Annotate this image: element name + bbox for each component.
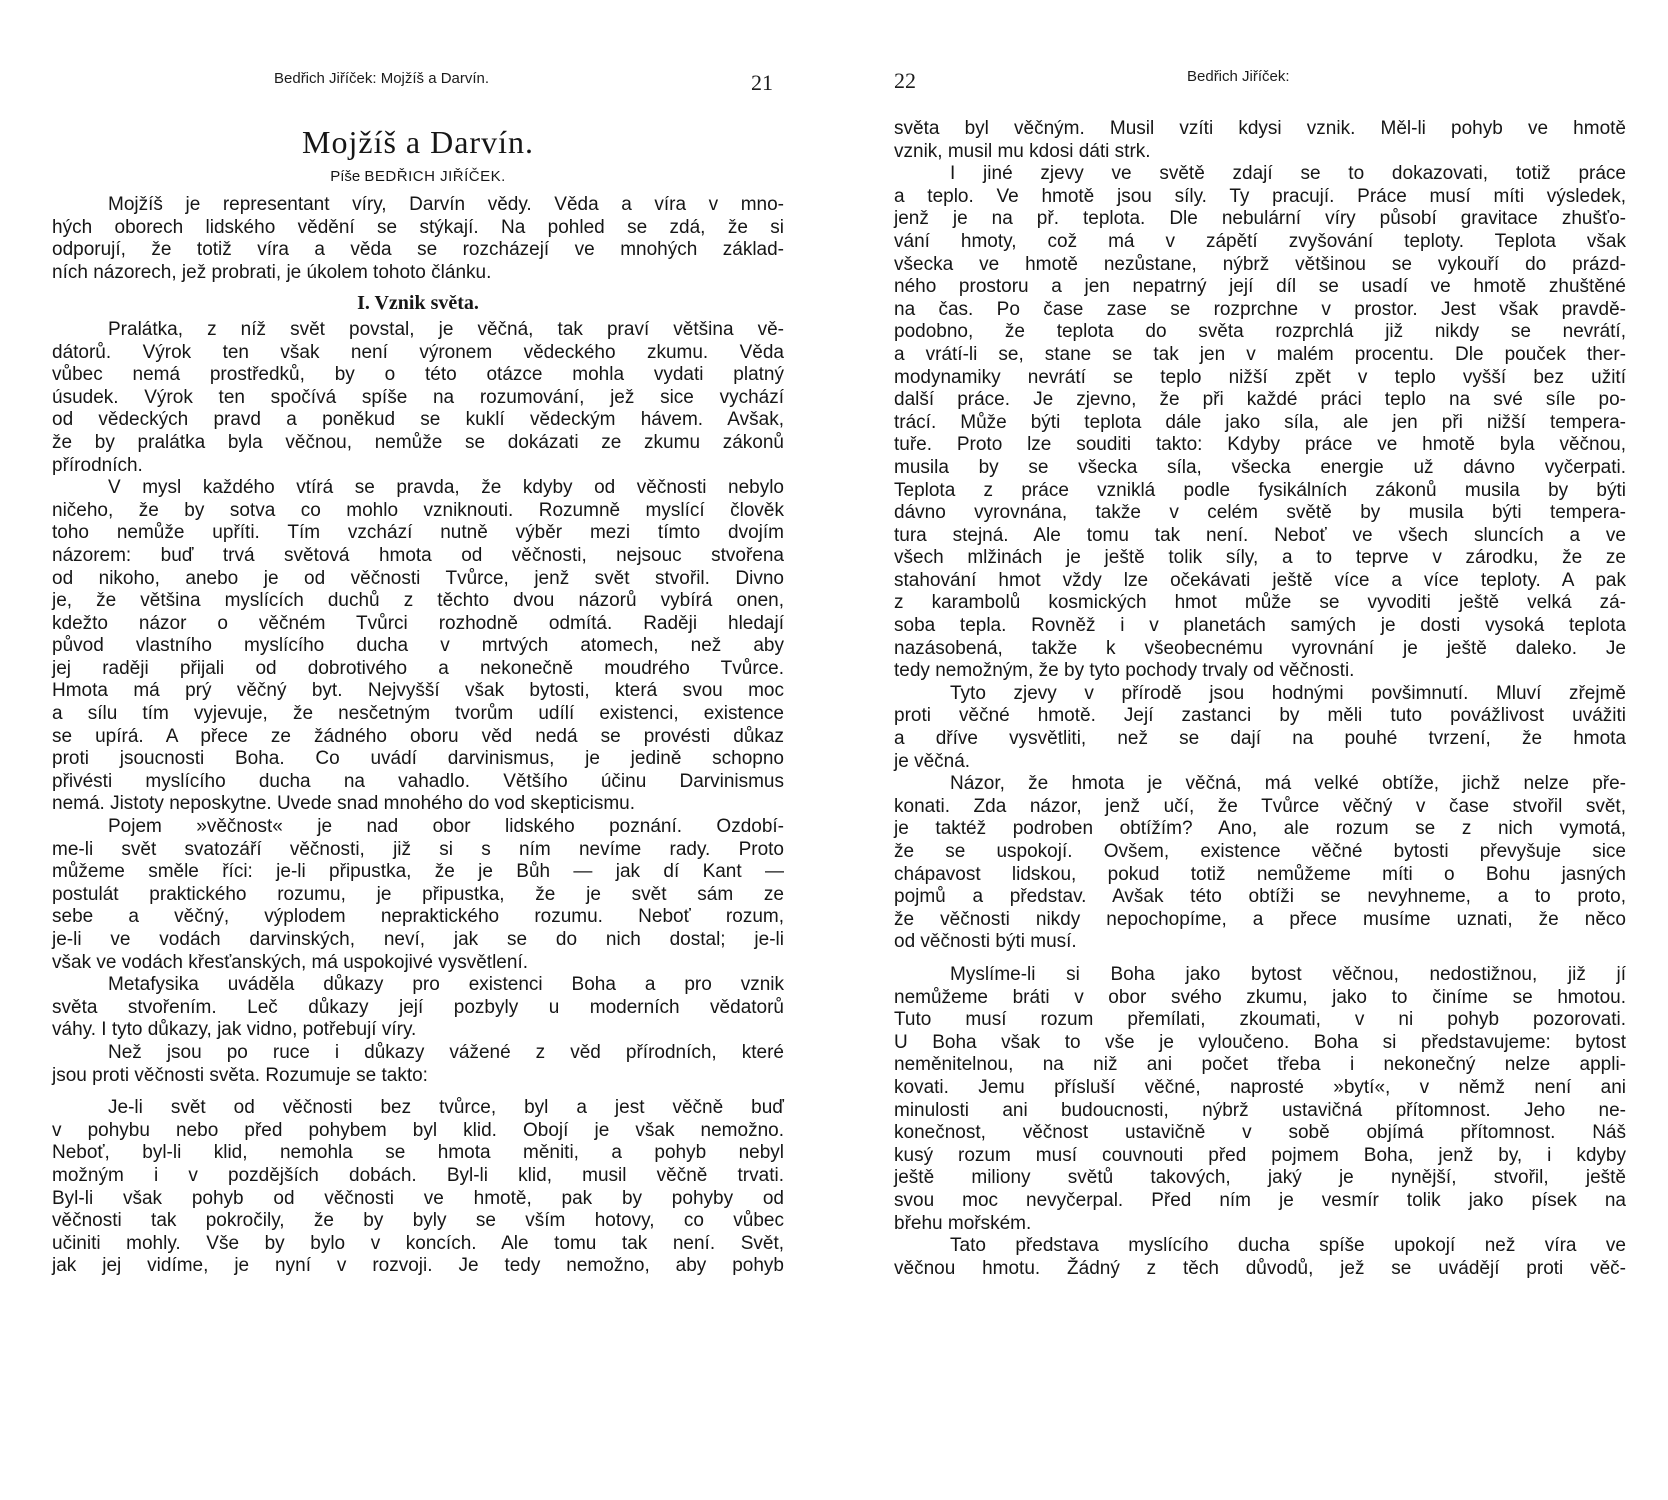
text-line: názorem: buď trvá světová hmota od věčnosti, nejsouc stvořena [52, 544, 784, 566]
text-line: a vrátí-li se, stane se tak jen v malém procentu. Dle pouček ther- [894, 343, 1626, 365]
text-line: světa byl věčným. Musil vzíti kdysi vznik. Měl-li pohyb ve hmotě [894, 118, 1626, 139]
text-line: a dříve vysvětliti, než se dají na pouhé tvrzení, že hmota [894, 728, 1626, 750]
text-line: věčnosti tak pokročily, že by byly se vším hotovy, co vůbec [52, 1210, 784, 1232]
text-line: další práce. Je zjevno, že při každé práci teplo na své síle po- [894, 389, 1626, 411]
text-line: pojmů a představ. Avšak této obtíži se nevyhneme, a to proto, [894, 886, 1626, 908]
paragraph [52, 194, 784, 284]
text-line: odporují, že totiž víra a věda se rozcházejí ve mnohých základ- [52, 239, 784, 261]
text-line: že věčnosti nikdy nepochopíme, a přece musíme uznati, že něco [894, 908, 1626, 930]
text-line: můžeme směle říci: je-li připustka, že je Bůh — jak dí Kant — [52, 861, 784, 883]
text-line: všecka ve hmotě nezůstane, nýbrž většinou se vykouří do prázd- [894, 253, 1626, 275]
text-line: Tato představa myslícího ducha spíše upokojí než víra ve [950, 1235, 1626, 1257]
text-line: nazásobená, takže k všeobecnému vyrovnání je ještě daleko. Je [894, 637, 1626, 659]
text-line: podobno, že teplota do světa rozprchlá již nikdy se nevrátí, [894, 321, 1626, 343]
right-running-head: Bedřich Jiříček: [1187, 68, 1290, 85]
text-line: me-li svět svatozáří věčnosti, již si s ním nevíme rady. Proto [52, 838, 784, 860]
text-line: Byl-li však pohyb od věčnosti ve hmotě, pak by pohyby od [52, 1187, 784, 1209]
text-line: dávno vyrovnána, takže v celém světě by musila býti tempera- [894, 502, 1626, 524]
text-line: že by pralátka byla věčnou, nemůže se dokázati ze zkumu zákonů [52, 431, 784, 453]
text-line: Tuto musí rozum přemílati, zkoumati, v ni pohyb pozorovati. [894, 1009, 1626, 1031]
article-title: Mojžíš a Darvín. [302, 124, 534, 160]
text-line: kovati. Jemu přísluší věčné, naprosté »bytí«, v němž není ani [894, 1076, 1626, 1098]
text-line: Pralátka, z níž svět povstal, je věčná, tak praví většina vě- [108, 318, 784, 340]
text-line: minulosti ani budoucnosti, nýbrž ustavičná přítomnost. Jeho ne- [894, 1099, 1626, 1121]
text-line: od nikoho, anebo je od věčnosti Tvůrce, jenž svět stvořil. Divno [52, 567, 784, 589]
section-heading: I. Vznik světa. [357, 292, 479, 315]
text-line: kdežto názor o věčném Tvůrci rozhodně odmítá. Raději hledají [52, 612, 784, 634]
text-line: chápavost lidskou, pokud totiž nemůžeme míti o Bohu jasných [894, 863, 1626, 885]
text-line: U Boha však to vše je vyloučeno. Boha si představujeme: bytost [894, 1031, 1626, 1053]
text-line: věčnou hmotu. Žádný z těch důvodů, jež se uvádějí proti věč- [894, 1257, 1626, 1279]
text-line: ních názorech, jež probrati, je úkolem tohoto článku. [52, 261, 492, 283]
text-line: konečnost, věčnost ustavičně v sobě objímá přítomnost. Náš [894, 1122, 1626, 1144]
text-line: soba tepla. Rovněž i v planetách samých je dosti vysoká teplota [894, 615, 1626, 637]
paragraph [52, 477, 784, 816]
text-line: jej raději přijali od dobrotivého a nekonečně moudrého Tvůrce. [52, 657, 784, 679]
text-line: úsudek. Výrok ten spočívá spíše na rozumování, jež sice vychází [52, 386, 784, 408]
text-line: Neboť, byl-li klid, nemohla se hmota měniti, a pohyb nebyl [52, 1142, 784, 1164]
text-line: tuře. Proto lze souditi takto: Kdyby práce ve hmotě byla věčnou, [894, 434, 1626, 456]
text-line: ného prostoru a jen nepatrný její díl se usadí ve hmotě zhuštěné [894, 276, 1626, 298]
text-line: jak jej vidíme, je nyní v rozvoji. Je tedy nemožno, aby pohyb [52, 1255, 784, 1277]
byline [52, 168, 784, 185]
text-line: Než jsou po ruce i důkazy vážené z věd přírodních, které [108, 1041, 784, 1063]
paragraph [52, 974, 784, 1042]
text-line: Tyto zjevy v přírodě jsou hodnými povšimnutí. Mluví zřejmě [950, 682, 1626, 704]
text-line: v pohybu nebo před pohybem byl klid. Obojí je však nemožno. [52, 1119, 784, 1141]
text-line: a sílu tím vyjevuje, že nesčetným tvorům udílí existenci, existence [52, 703, 784, 725]
text-line: Mojžíš je representant víry, Darvín vědy. Věda a víra v mno- [108, 194, 784, 215]
paragraph [894, 683, 1626, 773]
text-line: břehu mořském. [894, 1212, 1032, 1234]
text-line: trácí. Může býti teplota dále jako síla, ale jen při nižší tempera- [894, 411, 1626, 433]
text-line: je-li ve vodách darvinských, neví, jak se do nich dostal; je-li [52, 929, 784, 950]
paragraph [52, 319, 784, 477]
text-line: tura stejná. Ale tomu tak není. Neboť ve všech sluncích a ve [894, 524, 1626, 546]
text-line: že se uspokojí. Ovšem, existence věčné bytosti převyšuje sice [894, 841, 1626, 862]
text-line: je věčná. [894, 750, 971, 772]
text-line: nemá. Jistoty neposkytne. Uvede snad mnohého do vod skepticismu. [52, 793, 635, 815]
text-line: možným i v pozdějších dobách. Byl-li klid, musil věčně trvati. [52, 1164, 784, 1186]
text-line: na čas. Po čase zase se rozprchne v prostor. Jest však pravdě- [894, 298, 1626, 320]
paragraph [894, 1235, 1626, 1280]
text-line: váhy. I tyto důkazy, jak vidno, potřebují víry. [52, 1019, 417, 1041]
paragraph [52, 1097, 784, 1278]
text-line: se upírá. A přece ze žádného oboru věd nedá se provésti důkaz [52, 725, 784, 747]
text-line: učiniti mohly. Vše by bylo v koncích. Ale tomu tak není. Svět, [52, 1232, 784, 1254]
text-line: modynamiky nevrátí se teplo nižší zpět v teplo vyšší bez užití [894, 366, 1626, 388]
text-line: hých oborech lidského vědění se stýkají. Na pohled se zdá, že si [52, 216, 784, 238]
text-line: je taktéž podroben obtížím? Ano, ale rozum se z nich vymotá, [894, 818, 1626, 840]
text-line: stahování hmot vždy lze očekávati ještě více a více teploty. A pak [894, 569, 1626, 591]
paragraph [894, 118, 1626, 163]
text-line: vání hmoty, což má v zápětí zvyšování teploty. Teplota však [894, 230, 1626, 252]
text-line: Hmota má prý věčný byt. Nejvyšší však bytosti, která svou moc [52, 680, 784, 702]
left-running-head: Bedřich Jiříček: Mojžíš a Darvín. [274, 70, 490, 87]
text-line: vznik, musil mu kdosi dáti strk. [894, 140, 1151, 162]
text-line: postulát praktického rozumu, je připustka, že je svět sám ze [52, 883, 784, 905]
text-line: Metafysika uváděla důkazy pro existenci Boha a pro vznik [108, 974, 784, 996]
text-line: konati. Zda názor, jenž učí, že Tvůrce věčný v čase stvořil svět, [894, 795, 1626, 817]
text-line: musila by se všecka síla, všecka energie už dávno vyčerpati. [894, 456, 1626, 478]
text-line: Pojem »věčnost« je nad obor lidského poznání. Ozdobí- [108, 816, 784, 838]
text-line: od vědeckých pravd a poněkud se kuklí vědeckým hávem. Avšak, [52, 409, 784, 431]
text-line: tedy nemožným, že by tyto pochody trvaly od věčnosti. [894, 660, 1355, 682]
text-line: ničeho, že by sotva co mohlo vzniknouti. Rozumně myslící člověk [52, 499, 784, 521]
right-page [834, 0, 1668, 1500]
text-line: jsou proti věčnosti světa. Rozumuje se takto: [52, 1064, 428, 1086]
text-line: Je-li svět od věčnosti bez tvůrce, byl a jest věčně buď [108, 1097, 784, 1119]
text-line: dátorů. Výrok ten však není výronem vědeckého zkumu. Věda [52, 341, 784, 363]
left-text-column [52, 194, 784, 1278]
text-line: jenž je na př. teplota. Dle nebulární víry působí gravitace zhušťo- [894, 208, 1626, 230]
text-line: I jiné zjevy ve světě zdají se to dokazovati, totiž práce [950, 163, 1626, 185]
right-page-number: 22 [894, 68, 916, 93]
text-line: přivésti myslícího ducha na vahadlo. Většího účinu Darvinismus [52, 770, 784, 792]
text-line: neměnitelnou, na niž ani počet třeba i nekonečný nelze appli- [894, 1054, 1626, 1076]
paragraph [52, 816, 784, 974]
text-line: proti jsoucnosti Boha. Co uvádí darvinismus, je jedině schopno [52, 748, 784, 770]
text-line: Teplota z práce vzniklá podle fysikálních zákonů musila by býti [894, 479, 1626, 501]
paragraph [894, 964, 1626, 1235]
text-line: kusý rozum musí couvnouti před pojmem Boha, jenž by, i kdyby [894, 1144, 1626, 1166]
text-line: od věčnosti býti musí. [894, 931, 1077, 953]
text-line: sebe a věčný, výplodem nepraktického rozumu. Neboť rozum, [52, 906, 784, 928]
text-line: vůbec nemá prostředků, by o této otázce mohla vydati platný [52, 364, 784, 386]
text-line: toho nemůže upříti. Tím vzchází nutně výběr mezi tímto dvojím [52, 522, 784, 544]
byline-author: BEDŘICH JIŘÍČEK. [364, 168, 506, 185]
left-page-number: 21 [751, 70, 773, 95]
text-line: svou moc nevyčerpal. Před ním je vesmír tolik jako písek na [894, 1189, 1626, 1211]
text-line: je, že většina myslících duchů z těchto dvou názorů vybírá onen, [52, 590, 784, 612]
text-line: a teplo. Ve hmotě jsou síly. Ty pracují. Práce musí míti výsledek, [894, 185, 1626, 207]
text-line: světa stvořením. Leč důkazy její pozbyly u moderních vědatorů [52, 996, 784, 1018]
text-line: nemůžeme bráti v obor svého zkumu, jako to činíme se hmotou. [894, 986, 1626, 1008]
right-text-column [894, 118, 1626, 1280]
byline-prefix: Píše [330, 168, 361, 185]
text-line: přírodních. [52, 454, 143, 476]
text-line: ještě miliony světů takových, jaký je nynější, stvořil, ještě [894, 1167, 1626, 1189]
text-line: původ vlastního myslícího ducha v mrtvých atomech, než aby [52, 635, 784, 657]
text-line: Názor, že hmota je věčná, má velké obtíže, jichž nelze pře- [950, 773, 1626, 795]
text-line: však ve vodách křesťanských, má uspokojivé vysvětlení. [52, 951, 529, 973]
text-line: V mysl každého vtírá se pravda, že kdyby od věčnosti nebylo [108, 477, 784, 499]
text-line: Myslíme-li si Boha jako bytost věčnou, nedostižnou, již jí [950, 963, 1626, 985]
text-line: proti věčné hmotě. Její zastanci by měli tuto povážlivost uvážiti [894, 705, 1626, 727]
text-line: všech mlžinách je ještě tolik síly, a to teprve v zárodku, že ze [894, 547, 1626, 569]
paragraph [52, 1042, 784, 1087]
paragraph [894, 773, 1626, 954]
text-line: z karambolů kosmických hmot může se vyvoditi ještě velká zá- [894, 592, 1626, 614]
paragraph [894, 163, 1626, 683]
